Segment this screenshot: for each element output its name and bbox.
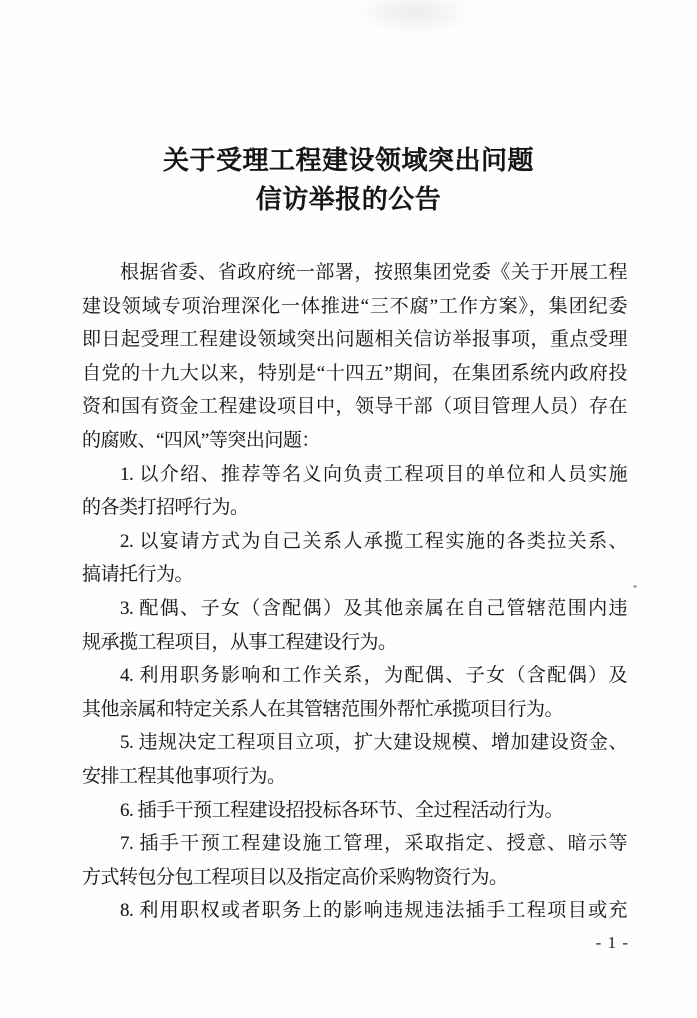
body-line: 4. 利用职务影响和工作关系，为配偶、子女（含配偶）及 [120,665,627,687]
body-line: 搞请托行为。 [82,564,194,586]
body-line: 即日起受理工程建设领域突出问题相关信访举报事项，重点受理 [82,329,627,351]
body-line: 2. 以宴请方式为自己关系人承揽工程实施的各类拉关系、 [120,530,627,552]
body-line: 1. 以介绍、推荐等名义向负责工程项目的单位和人员实施 [120,463,627,485]
body-line: 的腐败、“四风”等突出问题： [82,429,320,451]
body-line: 6. 插手干预工程建设招投标各环节、全过程活动行为。 [120,799,564,821]
body-line: 安排工程其他事项行为。 [82,765,286,787]
scan-smudge-artifact [355,0,475,35]
page-number: - 1 - [595,933,629,952]
body-line: 7. 插手干预工程建设施工管理，采取指定、授意、暗示等 [120,833,627,855]
body-line: 规承揽工程项目，从事工程建设行为。 [82,631,397,653]
body-line: 其他亲属和特定关系人在其管辖范围外帮忙承揽项目行为。 [82,698,564,720]
body-line: 8. 利用职权或者职务上的影响违规违法插手工程项目或充 [120,900,627,922]
body-line: 根据省委、省政府统一部署，按照集团党委《关于开展工程 [120,262,627,283]
body-line: 5. 违规决定工程项目立项，扩大建设规模、增加建设资金、 [120,732,627,754]
document-body [82,256,627,928]
body-line: 建设领域专项治理深化一体推进“三不腐”工作方案》，集团纪委 [82,295,627,317]
title-line-1: 关于受理工程建设领域突出问题 [162,146,534,175]
title-line-2: 信访举报的公告 [255,185,442,214]
body-line: 自党的十九大以来，特别是“十四五”期间，在集团系统内政府投 [82,362,627,384]
body-line: 资和国有资金工程建设项目中，领导干部（项目管理人员）存在 [82,396,627,418]
scan-speck-artifact [633,585,637,588]
body-line: 的各类打招呼行为。 [82,497,249,519]
body-line: 方式转包分包工程项目以及指定高价采购物资行为。 [82,866,508,888]
body-line: 3. 配偶、子女（含配偶）及其他亲属在自己管辖范围内违 [120,597,627,619]
document-title [76,141,621,219]
